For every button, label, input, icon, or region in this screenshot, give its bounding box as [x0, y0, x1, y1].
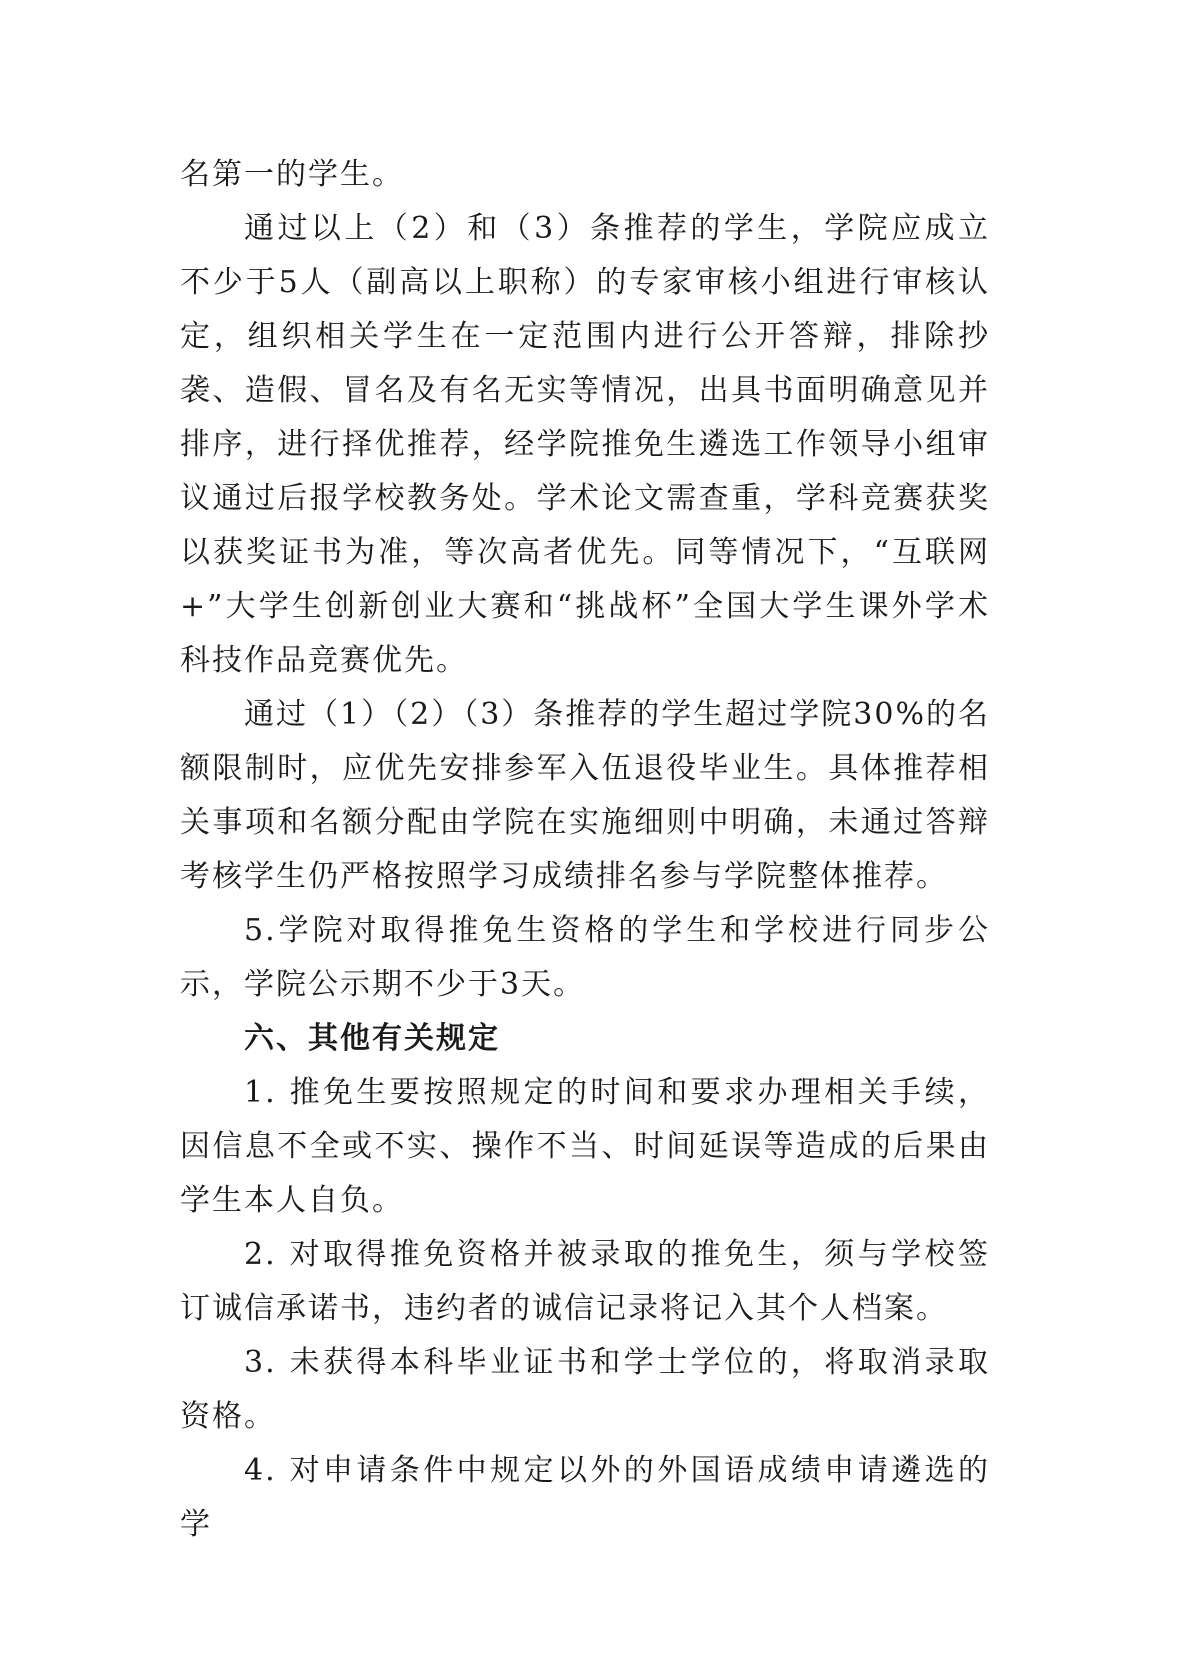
paragraph-rule-3: 3. 未获得本科毕业证书和学士学位的，将取消录取资格。 [180, 1345, 990, 1434]
paragraph-continuation: 名第一的学生。 [180, 157, 404, 192]
paragraph-public-notice: 5.学院对取得推免生资格的学生和学校进行同步公示，学院公示期不少于3天。 [180, 913, 990, 1002]
paragraph-rule-4: 4. 对申请条件中规定以外的外国语成绩申请遴选的学 [180, 1453, 990, 1542]
paragraph-rule-1: 1. 推免生要按照规定的时间和要求办理相关手续，因信息不全或不实、操作不当、时间延误等造成的后果由学生本人自负。 [180, 1075, 990, 1218]
paragraph-expert-review: 通过以上（2）和（3）条推荐的学生，学院应成立不少于5人（副高以上职称）的专家审核小组进行审核认定，组织相关学生在一定范围内进行公开答辩，排除抄袭、造假、冒名及有名无实等情况，出具书面明确意见并排序，进行择优推荐，经学院推免生遴选工作领导小组审议通过后报学校教务处。学术论文需查重，学科竞赛获奖以获奖证书为准，等次高者优先。同等情况下，“互联网+”大学生创新创业大赛和“挑战杯”全国大学生课外学术科技作品竞赛优先。 [180, 211, 990, 678]
document-body [180, 148, 990, 1552]
section-heading: 六、其他有关规定 [244, 1021, 500, 1056]
paragraph-quota-limit: 通过（1）（2）（3）条推荐的学生超过学院30%的名额限制时，应优先安排参军入伍退役毕业生。具体推荐相关事项和名额分配由学院在实施细则中明确，未通过答辩考核学生仍严格按照学习成绩排名参与学院整体推荐。 [180, 697, 990, 894]
paragraph-rule-2: 2. 对取得推免资格并被录取的推免生，须与学校签订诚信承诺书，违约者的诚信记录将记入其个人档案。 [180, 1237, 990, 1326]
